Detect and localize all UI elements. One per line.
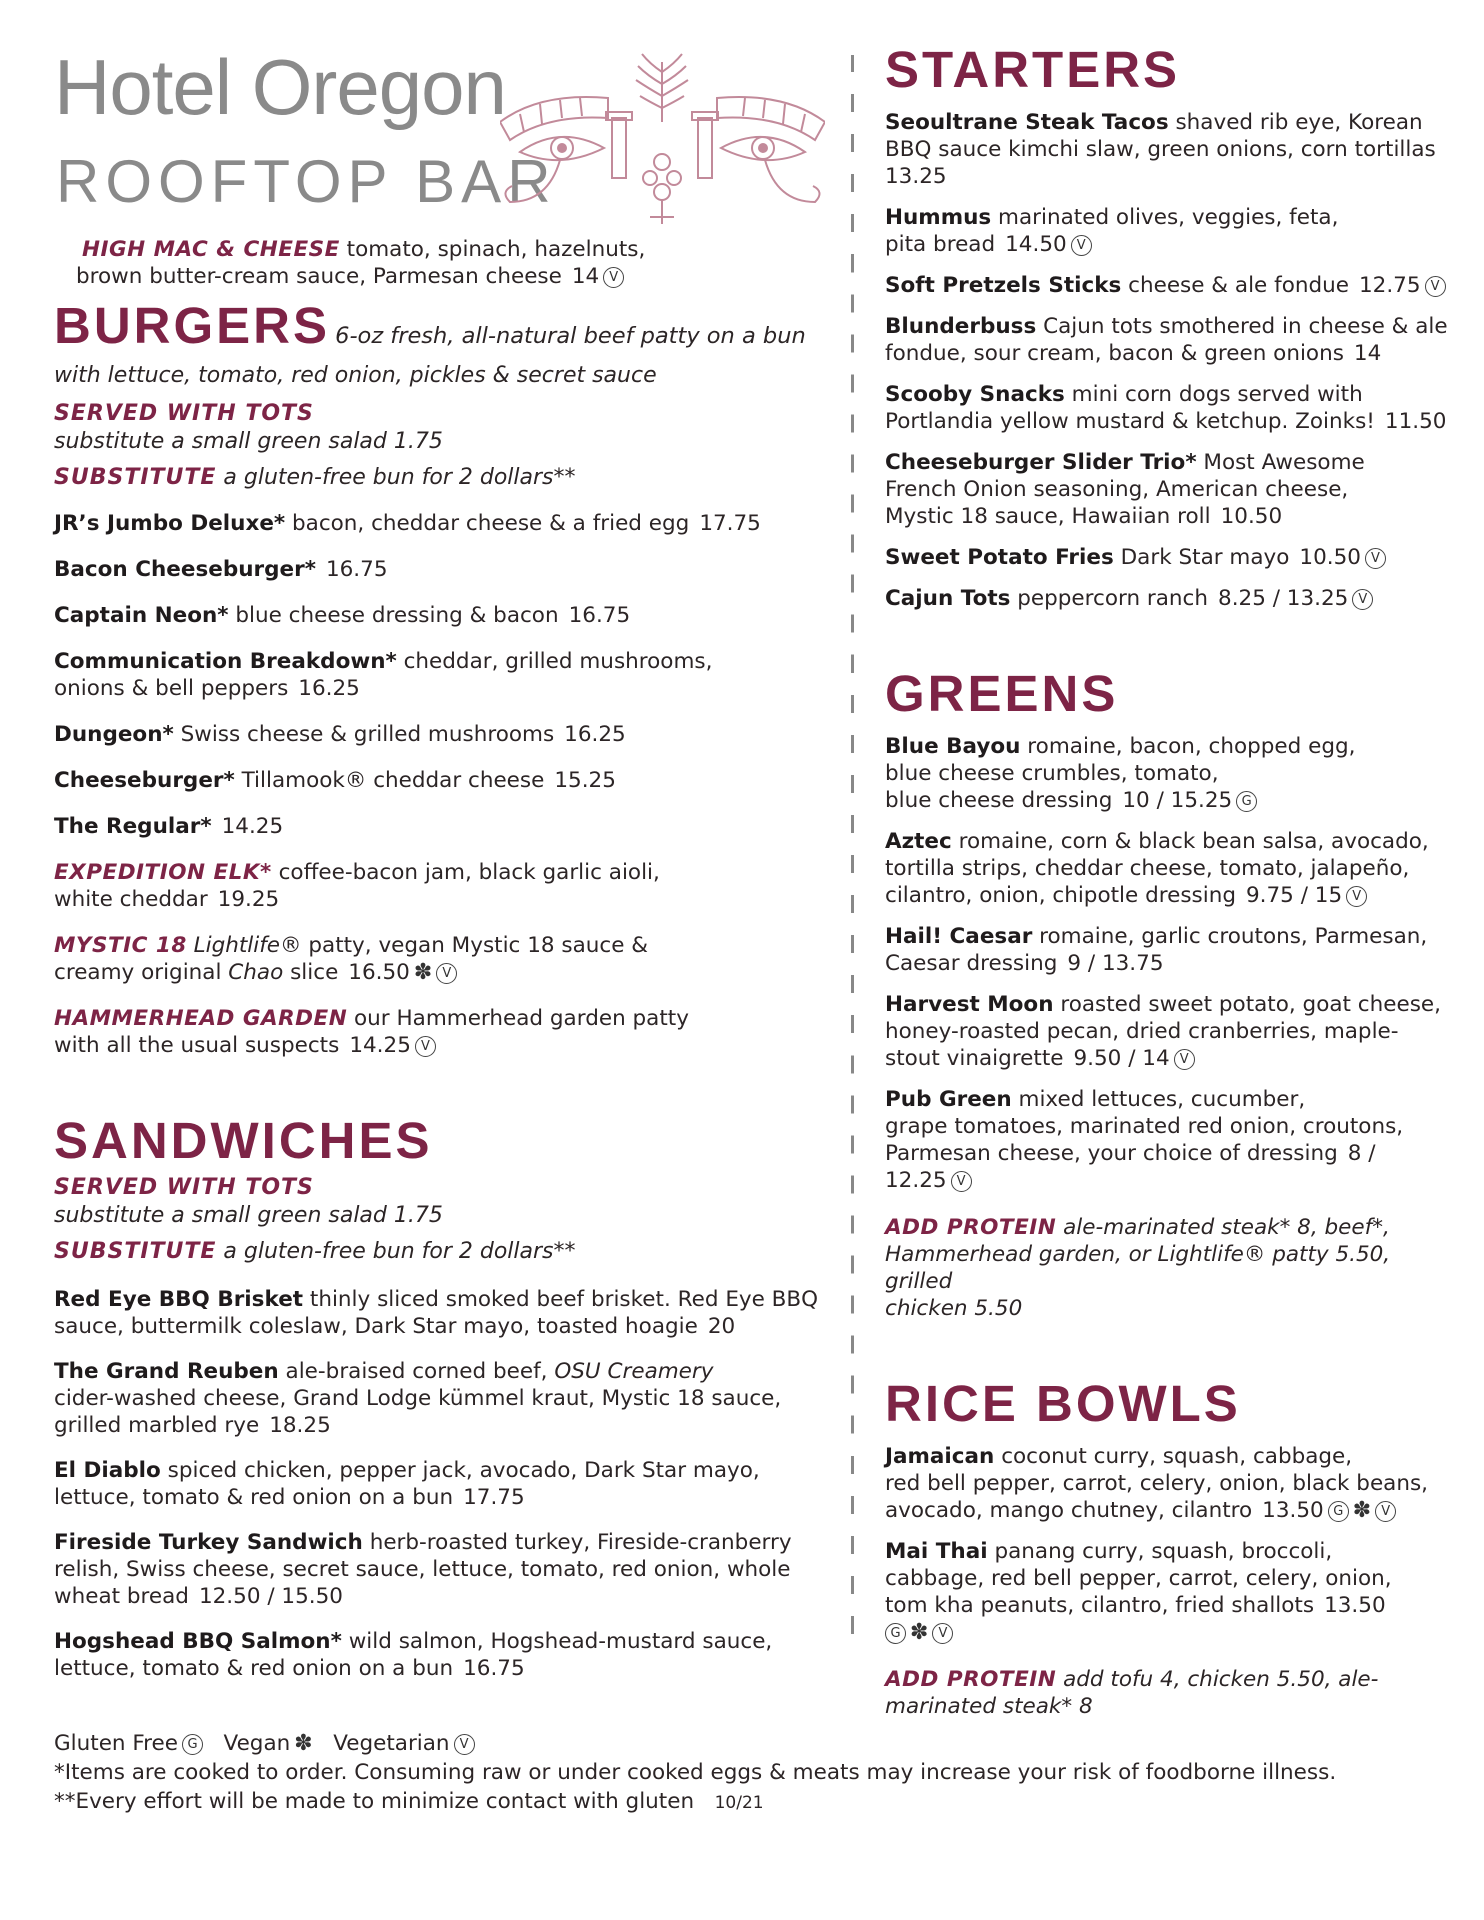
menu-item-elk: EXPEDITION ELK* coffee-bacon jam, black garlic aioli, white cheddar 19.25 [54, 860, 660, 912]
served-with-tots: SERVED WITH TOTS [54, 1175, 314, 1200]
burgers-intro-line2: with lettuce, tomato, red onion, pickles & secret sauce [54, 363, 657, 388]
vegetarian-icon: V [603, 267, 624, 288]
food-safety-notice: *Items are cooked to order. Consuming raw or under cooked eggs & meats may increase your risk of foodborne illness. [54, 1760, 1337, 1785]
served-with-tots: SERVED WITH TOTS [54, 401, 314, 426]
rice-bowls-section [885, 1375, 1455, 1720]
sandwiches-section [54, 1112, 844, 1682]
menu-item: Seoultrane Steak Tacos shaved rib eye, Korean BBQ sauce kimchi slaw, green onions, corn tortillas 13.25 [885, 110, 1436, 189]
vegetarian-icon: V [1352, 589, 1373, 610]
vegetarian-icon: V [454, 1734, 475, 1755]
vegan-icon: ✽ [910, 1620, 929, 1645]
menu-item: Communication Breakdown* cheddar, grilled mushrooms, onions & bell peppers 16.25 [54, 649, 713, 701]
menu-item: Cheeseburger* Tillamook® cheddar cheese 15.25 [54, 768, 616, 793]
salad-substitute: substitute a small green salad 1.75 [54, 429, 443, 454]
feature-item-line2: brown butter-cream sauce, Parmesan cheese 14 V [76, 263, 844, 290]
menu-item: Scooby Snacks mini corn dogs served with Portlandia yellow mustard & ketchup. Zoinks! 11.50 [885, 382, 1447, 434]
menu-item: Hummus marinated olives, veggies, feta, pita bread 14.50 V [885, 205, 1339, 257]
column-divider [851, 55, 854, 1655]
menu-item: The Regular* 14.25 [54, 814, 284, 839]
gluten-free-icon: G [182, 1734, 203, 1755]
burgers-heading: BURGERS [54, 297, 331, 354]
gluten-notice: **Every effort will be made to minimize contact with gluten 10/21 [54, 1789, 764, 1814]
vegan-icon: ✽ [413, 960, 433, 985]
egyptian-eye-wheat-icon [500, 52, 825, 232]
feature-name: HIGH MAC & CHEESE [82, 237, 340, 262]
menu-item: El Diablo spiced chicken, pepper jack, avocado, Dark Star mayo, lettuce, tomato & red onion on a bun 17.75 [54, 1458, 760, 1510]
starters-heading: STARTERS [885, 41, 1181, 98]
menu-item: Hail! Caesar romaine, garlic croutons, Parmesan, Caesar dressing 9 / 13.75 [885, 924, 1428, 976]
menu-item-mystic: MYSTIC 18 Lightlife® patty, vegan Mystic 18 sauce & creamy original Chao slice 16.50 ✽ V [54, 933, 649, 985]
vegetarian-icon: V [1346, 886, 1367, 907]
menu-item: Cajun Tots peppercorn ranch 8.25 / 13.25 V [885, 585, 1455, 612]
gluten-free-bun: a gluten-free bun for 2 dollars** [216, 465, 576, 490]
menu-item-hammerhead: HAMMERHEAD GARDEN our Hammerhead garden patty with all the usual suspects 14.25 V [54, 1006, 689, 1058]
left-column [54, 236, 844, 1682]
greens-section [885, 665, 1455, 1322]
salad-substitute: substitute a small green salad 1.75 [54, 1203, 443, 1228]
footer-notes [54, 1729, 1454, 1818]
menu-item: JR’s Jumbo Deluxe* bacon, cheddar cheese & a fried egg 17.75 [54, 511, 761, 536]
menu-item: Harvest Moon roasted sweet potato, goat cheese, honey-roasted pecan, dried cranberries, maple- stout vinaigrette 9.50 / 14 V [885, 992, 1441, 1071]
menu-item: Bacon Cheeseburger* 16.75 [54, 557, 388, 582]
burgers-intro: 6-oz fresh, all-natural beef patty on a bun [335, 323, 806, 349]
substitute-label: SUBSTITUTE [54, 465, 217, 490]
vegetarian-icon: V [1365, 548, 1386, 569]
menu-date: 10/21 [714, 1793, 764, 1813]
menu-item: Hogshead BBQ Salmon* wild salmon, Hogshead-mustard sauce, lettuce, tomato & red onion on a bun 16.75 [54, 1629, 773, 1681]
vegetarian-icon: V [415, 1036, 436, 1057]
menu-item: Captain Neon* blue cheese dressing & bacon 16.75 [54, 603, 631, 628]
vegetarian-icon: V [951, 1171, 972, 1192]
substitute-label: SUBSTITUTE [54, 1239, 217, 1264]
vegetarian-icon: V [1174, 1049, 1195, 1070]
gluten-free-icon: G [885, 1623, 906, 1644]
vegetarian-icon: V [1425, 276, 1446, 297]
vegan-icon: ✽ [1352, 1498, 1372, 1523]
starters-section [885, 41, 1455, 612]
menu-item: Fireside Turkey Sandwich herb-roasted turkey, Fireside-cranberry relish, Swiss cheese, secret sauce, lettuce, tomato, red onion, whole wheat bread 12.50 / 15.50 [54, 1530, 792, 1609]
menu-item: Soft Pretzels Sticks cheese & ale fondue 12.75 V [885, 272, 1455, 299]
menu-item: Mai Thai panang curry, squash, broccoli, cabbage, red bell pepper, carrot, celery, onion, tom kha peanuts, cilantro, fried shallots 13.50 G ✽ V [885, 1539, 1392, 1645]
menu-item: Jamaican coconut curry, squash, cabbage, red bell pepper, carrot, celery, onion, black beans, avocado, mango chutney, cilantro 13.50 G ✽ V [885, 1444, 1429, 1523]
dietary-legend: Gluten Free G Vegan ✽ Vegetarian V [54, 1729, 1454, 1758]
menu-item: Sweet Potato Fries Dark Star mayo 10.50 V [885, 544, 1455, 571]
hotel-name: Hotel Oregon [54, 43, 506, 131]
menu-item: The Grand Reuben ale-braised corned beef, OSU Creamery cider-washed cheese, Grand Lodge kümmel kraut, Mystic 18 sauce, grilled marbled rye 18.25 [54, 1359, 782, 1438]
add-protein-greens: ADD PROTEIN ale-marinated steak* 8, beef*, Hammerhead garden, or Lightlife® patty 5.50, grilled chicken 5.50 [885, 1215, 1391, 1321]
menu-item: Cheeseburger Slider Trio* Most Awesome French Onion seasoning, American cheese, Mystic 18 sauce, Hawaiian roll 10.50 [885, 450, 1365, 529]
gluten-free-bun: a gluten-free bun for 2 dollars** [216, 1239, 576, 1264]
gluten-free-icon: G [1236, 791, 1257, 812]
feature-item: HIGH MAC & CHEESE tomato, spinach, hazelnuts, [82, 237, 646, 262]
menu-item: Aztec romaine, corn & black bean salsa, avocado, tortilla strips, cheddar cheese, tomato, jalapeño, cilantro, onion, chipotle dressing 9.75 / 15 V [885, 829, 1429, 908]
gluten-free-icon: G [1328, 1501, 1349, 1522]
vegan-icon: ✽ [294, 1731, 313, 1756]
vegetarian-icon: V [1375, 1501, 1396, 1522]
menu-item: Red Eye BBQ Brisket thinly sliced smoked beef brisket. Red Eye BBQ sauce, buttermilk coleslaw, Dark Star mayo, toasted hoagie 20 [54, 1287, 819, 1339]
rice-bowls-heading: RICE BOWLS [885, 1375, 1241, 1432]
vegetarian-icon: V [436, 963, 457, 984]
vegetarian-icon: V [1071, 235, 1092, 256]
venue-name: ROOFTOP BAR [56, 148, 557, 215]
right-column [885, 41, 1455, 1720]
greens-heading: GREENS [885, 665, 1119, 722]
burgers-section [54, 297, 844, 1059]
add-protein-rice: ADD PROTEIN add tofu 4, chicken 5.50, ale- marinated steak* 8 [885, 1667, 1379, 1719]
menu-item: Dungeon* Swiss cheese & grilled mushrooms 16.25 [54, 722, 626, 747]
vegetarian-icon: V [932, 1623, 953, 1644]
menu-item: Blue Bayou romaine, bacon, chopped egg, blue cheese crumbles, tomato, blue cheese dressing 10 / 15.25 G [885, 734, 1356, 813]
menu-item: Pub Green mixed lettuces, cucumber, grape tomatoes, marinated red onion, croutons, Parmesan cheese, your choice of dressing 8 / 12.25 V [885, 1087, 1404, 1193]
sandwiches-heading: SANDWICHES [54, 1112, 433, 1169]
menu-item: Blunderbuss Cajun tots smothered in cheese & ale fondue, sour cream, bacon & green onions 14 [885, 314, 1448, 366]
